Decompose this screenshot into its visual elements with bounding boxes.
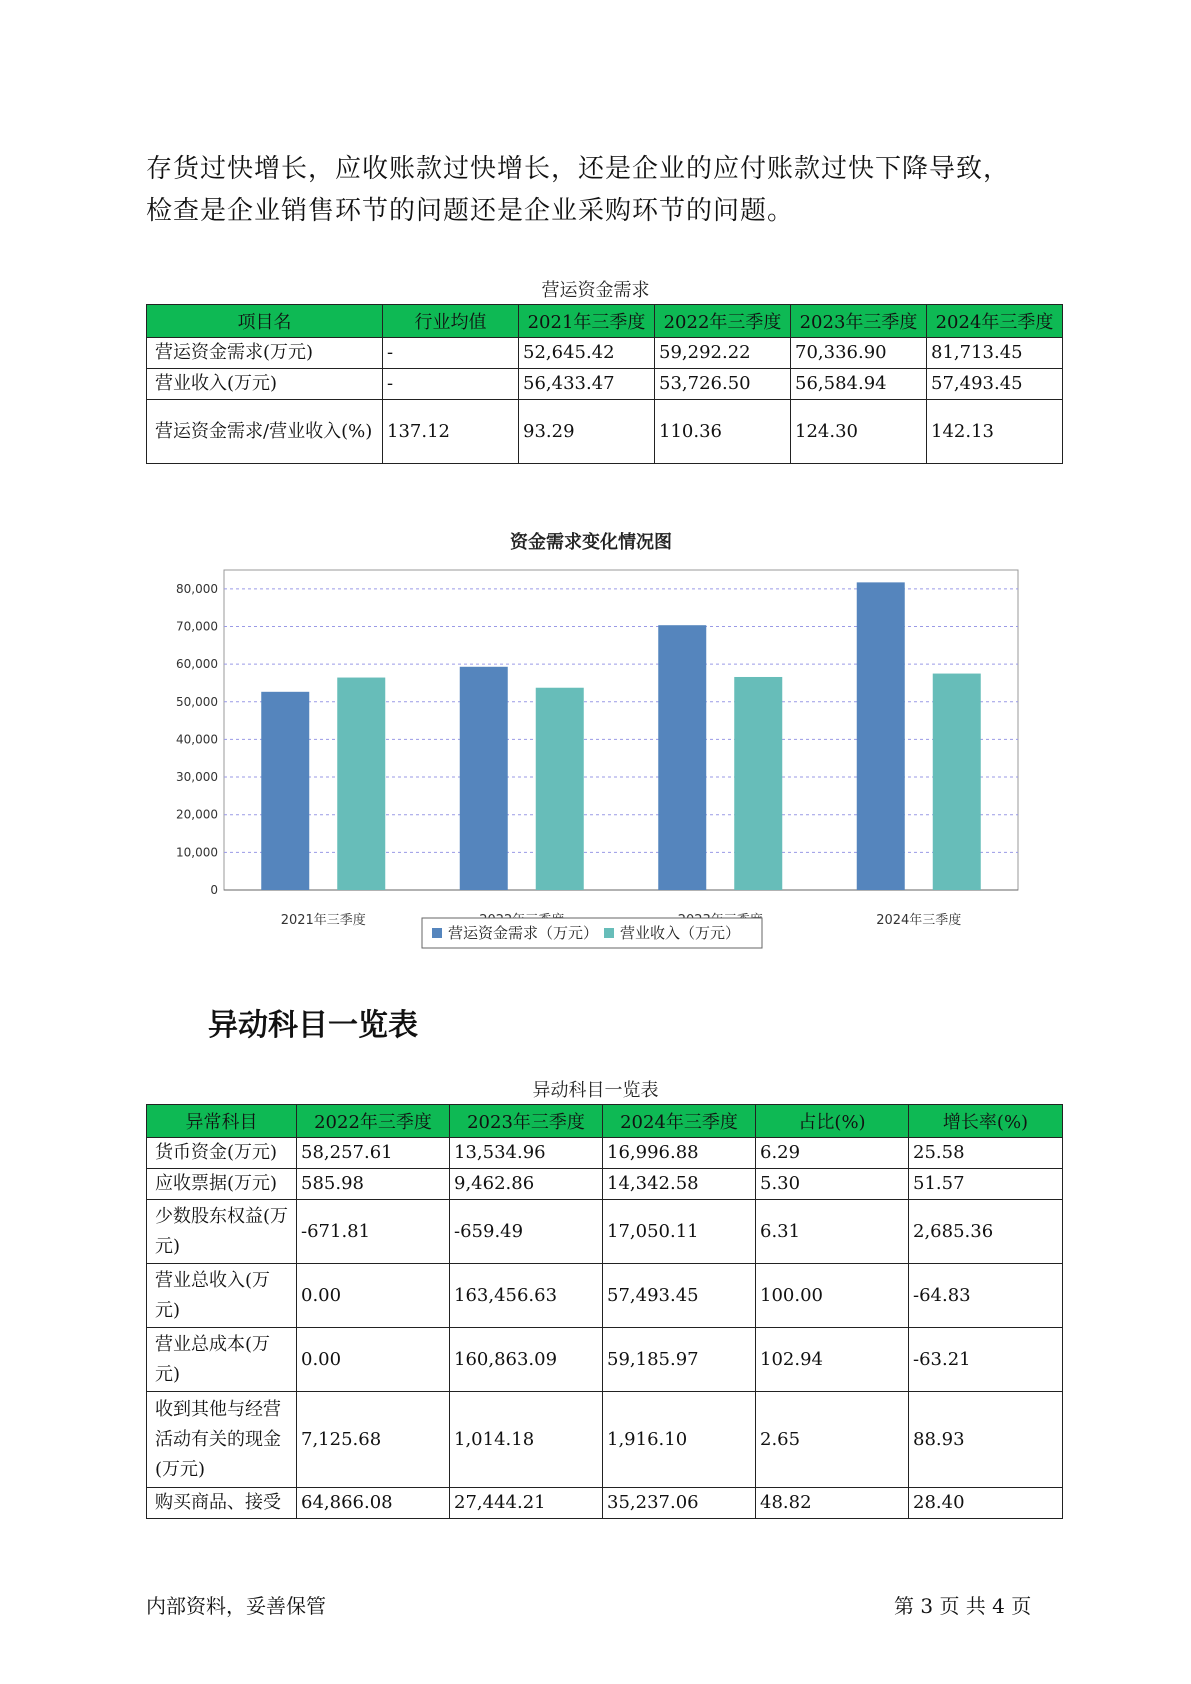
- working-capital-table: [146, 304, 1063, 464]
- table-row: [147, 1138, 1063, 1169]
- y-tick-label: 50,000: [176, 694, 218, 709]
- cell: 64,866.08: [297, 1488, 450, 1519]
- cell: 0.00: [297, 1264, 450, 1328]
- cell: 100.00: [756, 1264, 909, 1328]
- cell: 137.12: [383, 400, 519, 464]
- cell: 53,726.50: [655, 369, 791, 400]
- cell: 57,493.45: [927, 369, 1063, 400]
- row-label: 货币资金(万元): [147, 1138, 297, 1169]
- bar-revenue: [933, 674, 981, 890]
- row-label: 营业总收入(万元): [147, 1264, 297, 1328]
- row-label: 少数股东权益(万元): [147, 1200, 297, 1264]
- y-tick-label: 80,000: [176, 581, 218, 596]
- cell: 6.31: [756, 1200, 909, 1264]
- header-cell: 2022年三季度: [655, 305, 791, 338]
- header-cell: 2024年三季度: [927, 305, 1063, 338]
- table-header-row: [147, 305, 1063, 338]
- table-row: [147, 400, 1063, 464]
- cell: 160,863.09: [450, 1328, 603, 1392]
- cell: 56,584.94: [791, 369, 927, 400]
- cell: -64.83: [909, 1264, 1063, 1328]
- cell: 163,456.63: [450, 1264, 603, 1328]
- row-label: 营运资金需求/营业收入(%): [147, 400, 383, 464]
- cell: 93.29: [519, 400, 655, 464]
- y-tick-label: 20,000: [176, 807, 218, 822]
- cell: 51.57: [909, 1169, 1063, 1200]
- header-cell: 2022年三季度: [297, 1105, 450, 1138]
- paragraph-line: 存货过快增长，应收账款过快增长，还是企业的应付账款过快下降导致，: [146, 154, 1011, 184]
- cell: 88.93: [909, 1392, 1063, 1488]
- cell: 81,713.45: [927, 338, 1063, 369]
- table-row: [147, 1488, 1063, 1519]
- bar-working-capital: [460, 667, 508, 890]
- cell: 7,125.68: [297, 1392, 450, 1488]
- cell: 110.36: [655, 400, 791, 464]
- y-tick-label: 30,000: [176, 770, 218, 785]
- bar-revenue: [734, 677, 782, 890]
- paragraph-line: 检查是企业销售环节的问题还是企业采购环节的问题。: [146, 196, 795, 226]
- cell: 35,237.06: [603, 1488, 756, 1519]
- cell: 0.00: [297, 1328, 450, 1392]
- header-cell: 2023年三季度: [450, 1105, 603, 1138]
- header-cell: 2023年三季度: [791, 305, 927, 338]
- cell: -: [383, 338, 519, 369]
- legend-swatch: [432, 928, 442, 938]
- cell: 6.29: [756, 1138, 909, 1169]
- header-cell: 2021年三季度: [519, 305, 655, 338]
- legend-swatch: [604, 928, 614, 938]
- bar-working-capital: [261, 692, 309, 890]
- cell: 58,257.61: [297, 1138, 450, 1169]
- demand-chart: [146, 520, 1036, 970]
- cell: 9,462.86: [450, 1169, 603, 1200]
- cell: 142.13: [927, 400, 1063, 464]
- cell: 17,050.11: [603, 1200, 756, 1264]
- table-row: [147, 1392, 1063, 1488]
- y-tick-label: 70,000: [176, 619, 218, 634]
- cell: -659.49: [450, 1200, 603, 1264]
- row-label: 营运资金需求(万元): [147, 338, 383, 369]
- cell: 25.58: [909, 1138, 1063, 1169]
- x-tick-label: 2024年三季度: [876, 913, 962, 928]
- cell: 2.65: [756, 1392, 909, 1488]
- row-label: 收到其他与经营活动有关的现金(万元): [147, 1392, 297, 1488]
- table2-caption: 异动科目一览表: [532, 1080, 659, 1101]
- y-tick-label: 40,000: [176, 732, 218, 747]
- cell: 59,292.22: [655, 338, 791, 369]
- table1-caption: 营运资金需求: [541, 280, 650, 301]
- table-row: [147, 1328, 1063, 1392]
- cell: 585.98: [297, 1169, 450, 1200]
- table-row: [147, 1200, 1063, 1264]
- cell: -: [383, 369, 519, 400]
- table-row: [147, 1169, 1063, 1200]
- bar-working-capital: [658, 625, 706, 890]
- table-row: [147, 338, 1063, 369]
- cell: 124.30: [791, 400, 927, 464]
- header-cell: 增长率(%): [909, 1105, 1063, 1138]
- header-cell: 占比(%): [756, 1105, 909, 1138]
- cell: 2,685.36: [909, 1200, 1063, 1264]
- bar-working-capital: [857, 582, 905, 890]
- footer-right: 第 3 页 共 4 页: [894, 1594, 1032, 1618]
- cell: 16,996.88: [603, 1138, 756, 1169]
- cell: 48.82: [756, 1488, 909, 1519]
- cell: 52,645.42: [519, 338, 655, 369]
- abnormal-items-table: [146, 1104, 1063, 1519]
- x-tick-label: 2021年三季度: [280, 913, 366, 928]
- y-tick-label: 10,000: [176, 845, 218, 860]
- header-cell: 项目名: [147, 305, 383, 338]
- chart-title: 资金需求变化情况图: [510, 532, 672, 553]
- cell: 5.30: [756, 1169, 909, 1200]
- row-label: 营业收入(万元): [147, 369, 383, 400]
- cell: 13,534.96: [450, 1138, 603, 1169]
- legend-label: 营业收入（万元）: [620, 924, 741, 942]
- cell: -671.81: [297, 1200, 450, 1264]
- cell: 1,014.18: [450, 1392, 603, 1488]
- row-label: 购买商品、接受: [147, 1488, 297, 1519]
- cell: 59,185.97: [603, 1328, 756, 1392]
- bar-revenue: [536, 688, 584, 890]
- cell: 102.94: [756, 1328, 909, 1392]
- cell: 14,342.58: [603, 1169, 756, 1200]
- cell: 56,433.47: [519, 369, 655, 400]
- chart-container: [146, 520, 1036, 970]
- section-title: 异动科目一览表: [208, 1008, 418, 1043]
- header-cell: 异常科目: [147, 1105, 297, 1138]
- header-cell: 2024年三季度: [603, 1105, 756, 1138]
- row-label: 营业总成本(万元): [147, 1328, 297, 1392]
- intro-paragraph: [146, 148, 1056, 232]
- cell: -63.21: [909, 1328, 1063, 1392]
- bar-revenue: [337, 678, 385, 890]
- row-label: 应收票据(万元): [147, 1169, 297, 1200]
- legend-label: 营运资金需求（万元）: [448, 924, 599, 942]
- y-tick-label: 0: [210, 883, 218, 897]
- header-cell: 行业均值: [383, 305, 519, 338]
- table-row: [147, 1264, 1063, 1328]
- table-header-row: [147, 1105, 1063, 1138]
- footer-left: 内部资料，妥善保管: [146, 1594, 326, 1618]
- y-tick-label: 60,000: [176, 657, 218, 672]
- cell: 70,336.90: [791, 338, 927, 369]
- cell: 1,916.10: [603, 1392, 756, 1488]
- table-row: [147, 369, 1063, 400]
- cell: 57,493.45: [603, 1264, 756, 1328]
- cell: 28.40: [909, 1488, 1063, 1519]
- cell: 27,444.21: [450, 1488, 603, 1519]
